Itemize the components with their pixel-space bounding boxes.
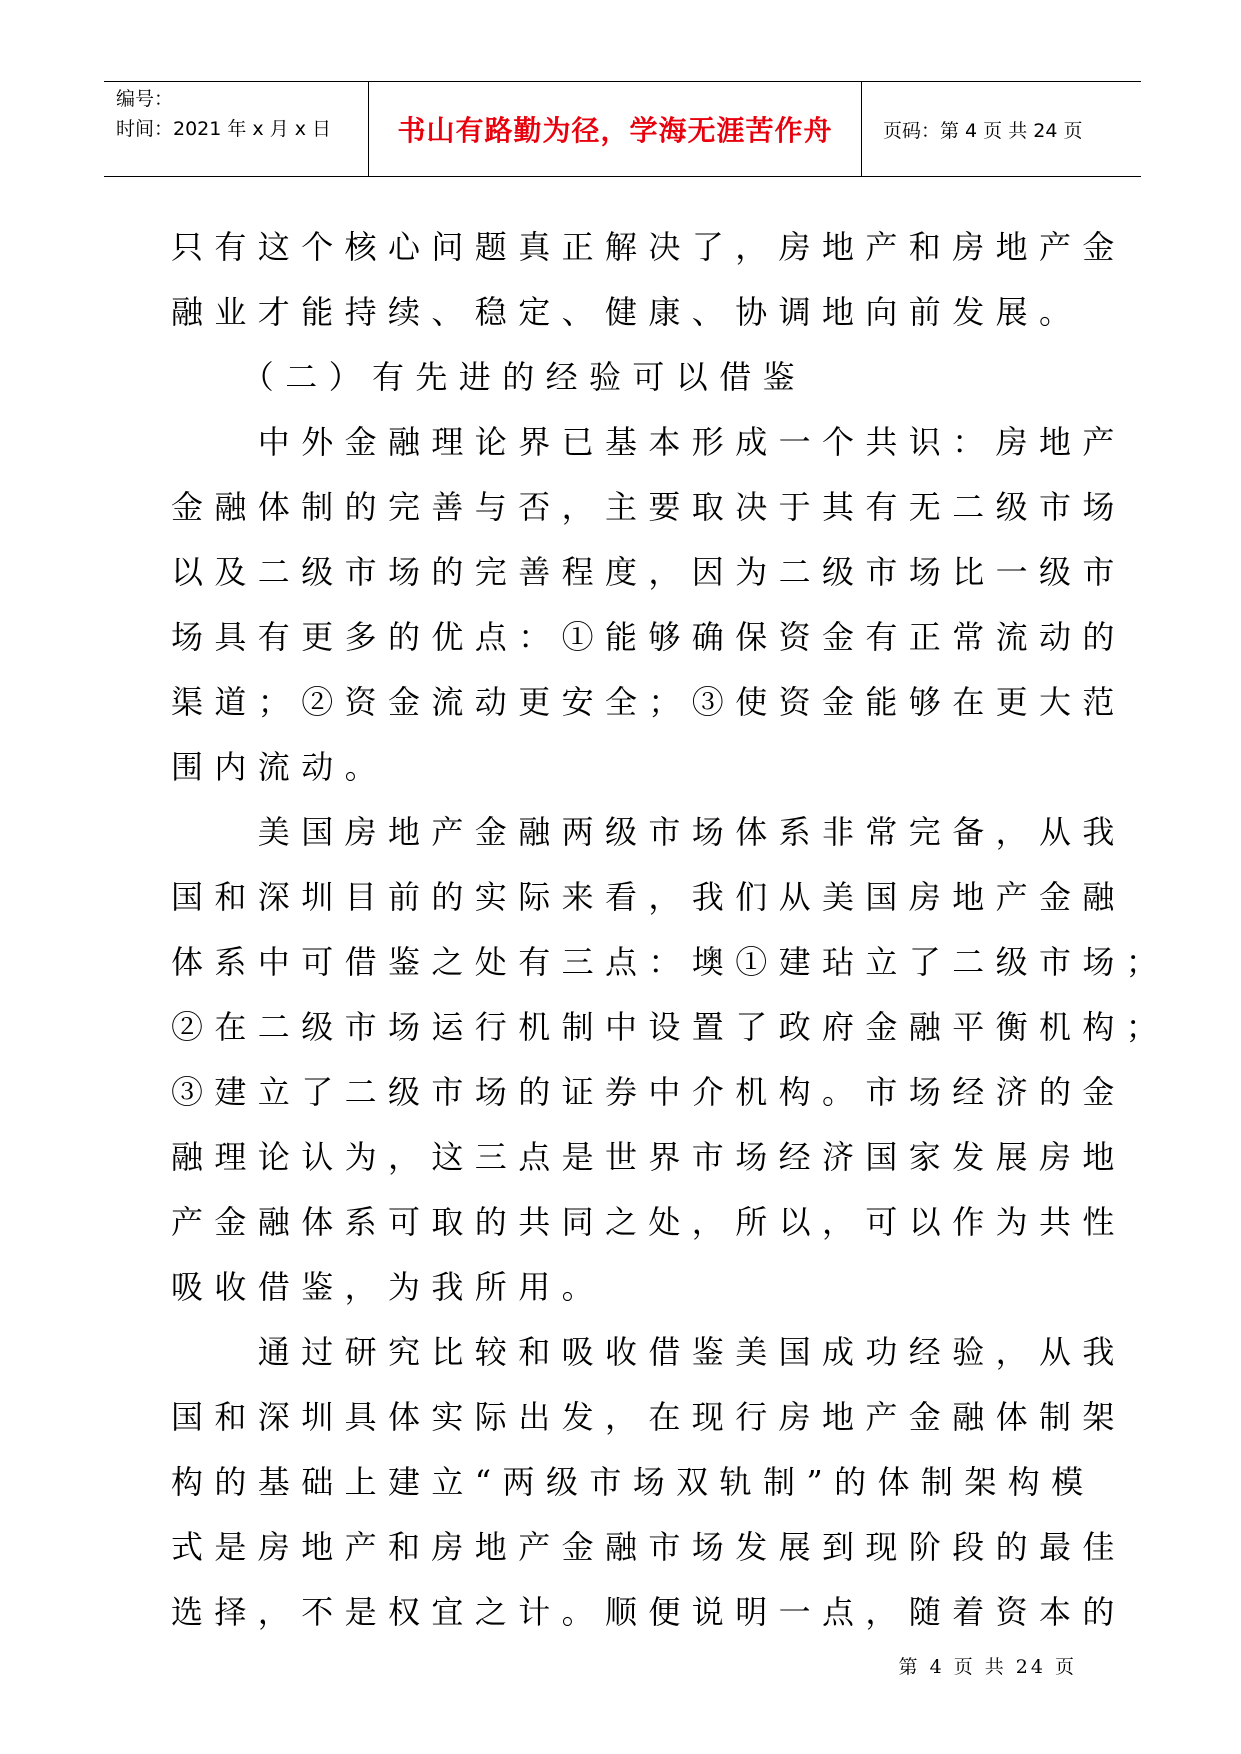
header-motto: 书山有路勤为径，学海无涯苦作舟 bbox=[397, 114, 833, 147]
header-motto-cell bbox=[368, 82, 862, 176]
body-line: 产金融体系可取的共同之处，所以，可以作为共性 bbox=[171, 1203, 1126, 1241]
body-line: 选择，不是权宜之计。顺便说明一点，随着资本的 bbox=[171, 1593, 1126, 1631]
body-line: 体系中可借鉴之处有三点：墺①建玷立了二级市场； bbox=[171, 943, 1170, 981]
body-line: 只有这个核心问题真正解决了，房地产和房地产金 bbox=[171, 228, 1126, 266]
body-line: 国和深圳具体实际出发，在现行房地产金融体制架 bbox=[171, 1398, 1126, 1436]
body-line: 国和深圳目前的实际来看，我们从美国房地产金融 bbox=[171, 878, 1126, 916]
body-line: 融业才能持续、稳定、健康、协调地向前发展。 bbox=[171, 293, 1083, 331]
document-number-label: 编号： bbox=[116, 88, 174, 110]
body-line: 场具有更多的优点：①能够确保资金有正常流动的 bbox=[171, 618, 1126, 656]
header-meta bbox=[116, 84, 371, 174]
body-line: 融理论认为，这三点是世界市场经济国家发展房地 bbox=[171, 1138, 1126, 1176]
body-line: 以及二级市场的完善程度，因为二级市场比一级市 bbox=[171, 553, 1126, 591]
body-line: 渠道；②资金流动更安全；③使资金能够在更大范 bbox=[171, 683, 1126, 721]
body-line: ③建立了二级市场的证券中介机构。市场经济的金 bbox=[171, 1073, 1126, 1111]
body-line: 美国房地产金融两级市场体系非常完备，从我 bbox=[171, 813, 1126, 851]
body-line: （二）有先进的经验可以借鉴 bbox=[171, 358, 807, 396]
body-line: 金融体制的完善与否，主要取决于其有无二级市场 bbox=[171, 488, 1126, 526]
body-line: 构的基础上建立“两级市场双轨制”的体制架构模 bbox=[171, 1463, 1095, 1501]
body-line: 通过研究比较和吸收借鉴美国成功经验，从我 bbox=[171, 1333, 1126, 1371]
body-line: ②在二级市场运行机制中设置了政府金融平衡机构； bbox=[171, 1008, 1170, 1046]
document-time-label: 时间：2021 年 x 月 x 日 bbox=[116, 118, 332, 140]
body-line: 中外金融理论界已基本形成一个共识：房地产 bbox=[171, 423, 1126, 461]
body-line: 围内流动。 bbox=[171, 748, 389, 786]
header-page-info: 页码：第 4 页 共 24 页 bbox=[883, 119, 1083, 142]
body-line: 吸收借鉴，为我所用。 bbox=[171, 1268, 606, 1306]
page-footer: 第 4 页 共 24 页 bbox=[898, 1656, 1077, 1678]
page-header bbox=[104, 81, 1141, 177]
body-line: 式是房地产和房地产金融市场发展到现阶段的最佳 bbox=[171, 1528, 1126, 1566]
body-text bbox=[171, 215, 1170, 1645]
